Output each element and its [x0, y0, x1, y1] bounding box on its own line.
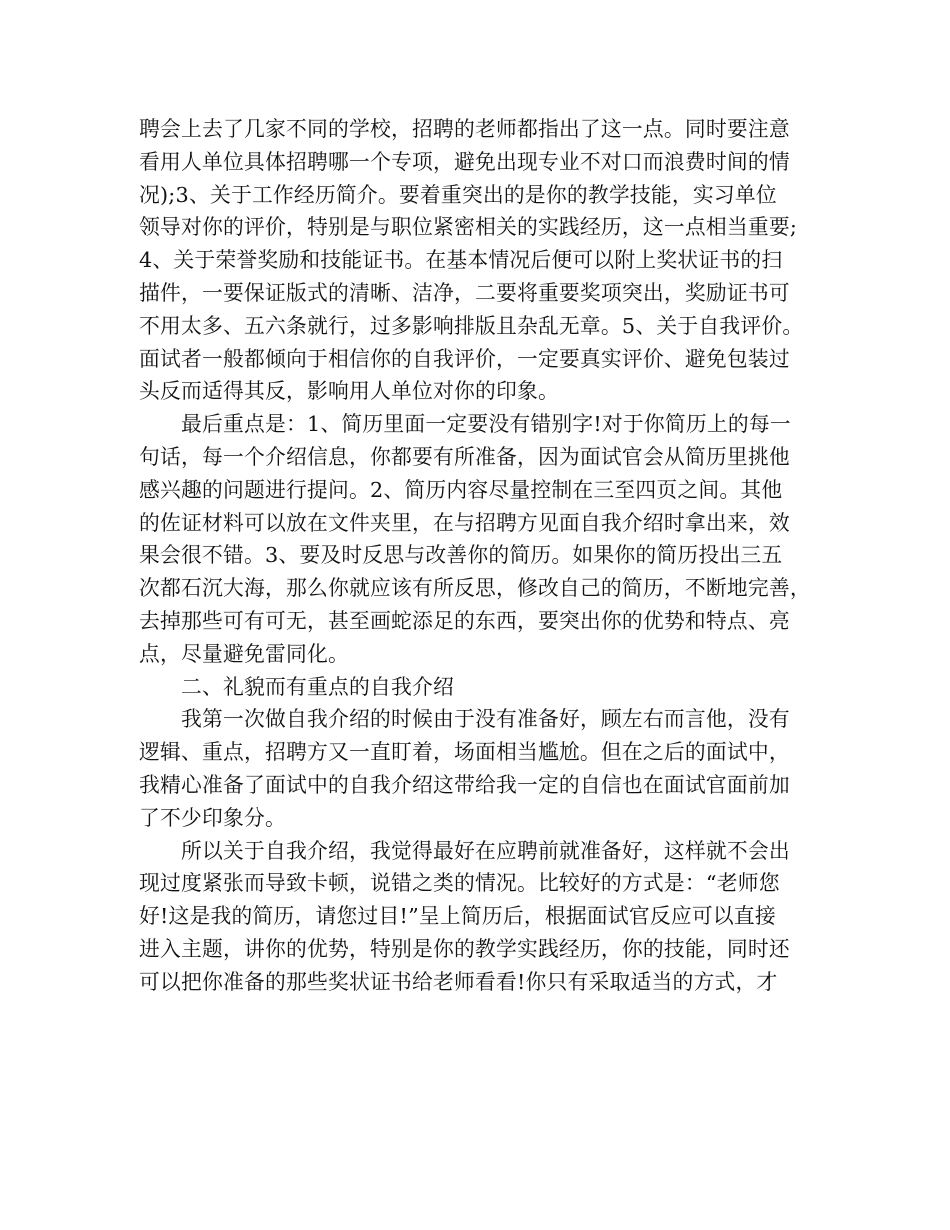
- text-line: 的佐证材料可以放在文件夹里，在与招聘方见面自我介绍时拿出来，效: [139, 510, 790, 535]
- text-line: 最后重点是：1、简历里面一定要没有错别字!对于你简历上的每一: [181, 412, 791, 437]
- text-line: 不用太多、五六条就行，过多影响排版且杂乱无章。5、关于自我评价。: [139, 313, 804, 338]
- text-line: 况);3、关于工作经历简介。要着重突出的是你的教学技能，实习单位: [139, 182, 777, 207]
- text-line: 好!这是我的简历，请您过目!”呈上简历后，根据面试官反应可以直接: [139, 904, 776, 929]
- text-line: 逻辑、重点，招聘方又一直盯着，场面相当尴尬。但在之后的面试中，: [139, 740, 790, 765]
- text-line: 我第一次做自我介绍的时候由于没有准备好，顾左右而言他，没有: [181, 707, 790, 732]
- text-line: 面试者一般都倾向于相信你的自我评价，一定要真实评价、避免包装过: [139, 346, 790, 371]
- text-line: 现过度紧张而导致卡顿，说错之类的情况。比较好的方式是：“老师您: [139, 871, 780, 896]
- text-line: 了不少印象分。: [139, 805, 286, 830]
- document-body: [139, 113, 819, 999]
- text-line: 头反而适得其反，影响用人单位对你的印象。: [139, 379, 559, 404]
- text-line: 聘会上去了几家不同的学校，招聘的老师都指出了这一点。同时要注意: [139, 117, 790, 141]
- text-line: 感兴趣的问题进行提问。2、简历内容尽量控制在三至四页之间。其他: [139, 477, 783, 502]
- text-line: 去掉那些可有可无，甚至画蛇添足的东西，要突出你的优势和特点、亮: [139, 608, 790, 633]
- text-line: 看用人单位具体招聘哪一个专项，避免出现专业不对口而浪费时间的情: [139, 149, 790, 174]
- text-line: 可以把你准备的那些奖状证书给老师看看!你只有采取适当的方式，才: [139, 969, 778, 994]
- text-line: 描件，一要保证版式的清晰、洁净，二要将重要奖项突出，奖励证书可: [139, 280, 790, 305]
- text-line: 我精心准备了面试中的自我介绍这带给我一定的自信也在面试官面前加: [139, 772, 790, 797]
- text-line: 次都石沉大海，那么你就应该有所反思，修改自己的简历，不断地完善，: [139, 576, 811, 601]
- text-line: 二、礼貌而有重点的自我介绍: [181, 674, 454, 699]
- text-line: 点，尽量避免雷同化。: [139, 641, 349, 666]
- text-line: 4、关于荣誉奖励和技能证书。在基本情况后便可以附上奖状证书的扫: [139, 248, 783, 273]
- text-line: 果会很不错。3、要及时反思与改善你的简历。如果你的简历投出三五: [139, 543, 783, 568]
- text-line: 进入主题，讲你的优势，特别是你的教学实践经历，你的技能，同时还: [139, 936, 790, 961]
- text-line: 所以关于自我介绍，我觉得最好在应聘前就准备好，这样就不会出: [181, 838, 790, 863]
- text-line: 句话，每一个介绍信息，你都要有所准备，因为面试官会从简历里挑他: [139, 444, 790, 469]
- text-line: 领导对你的评价，特别是与职位紧密相关的实践经历，这一点相当重要;: [139, 215, 798, 240]
